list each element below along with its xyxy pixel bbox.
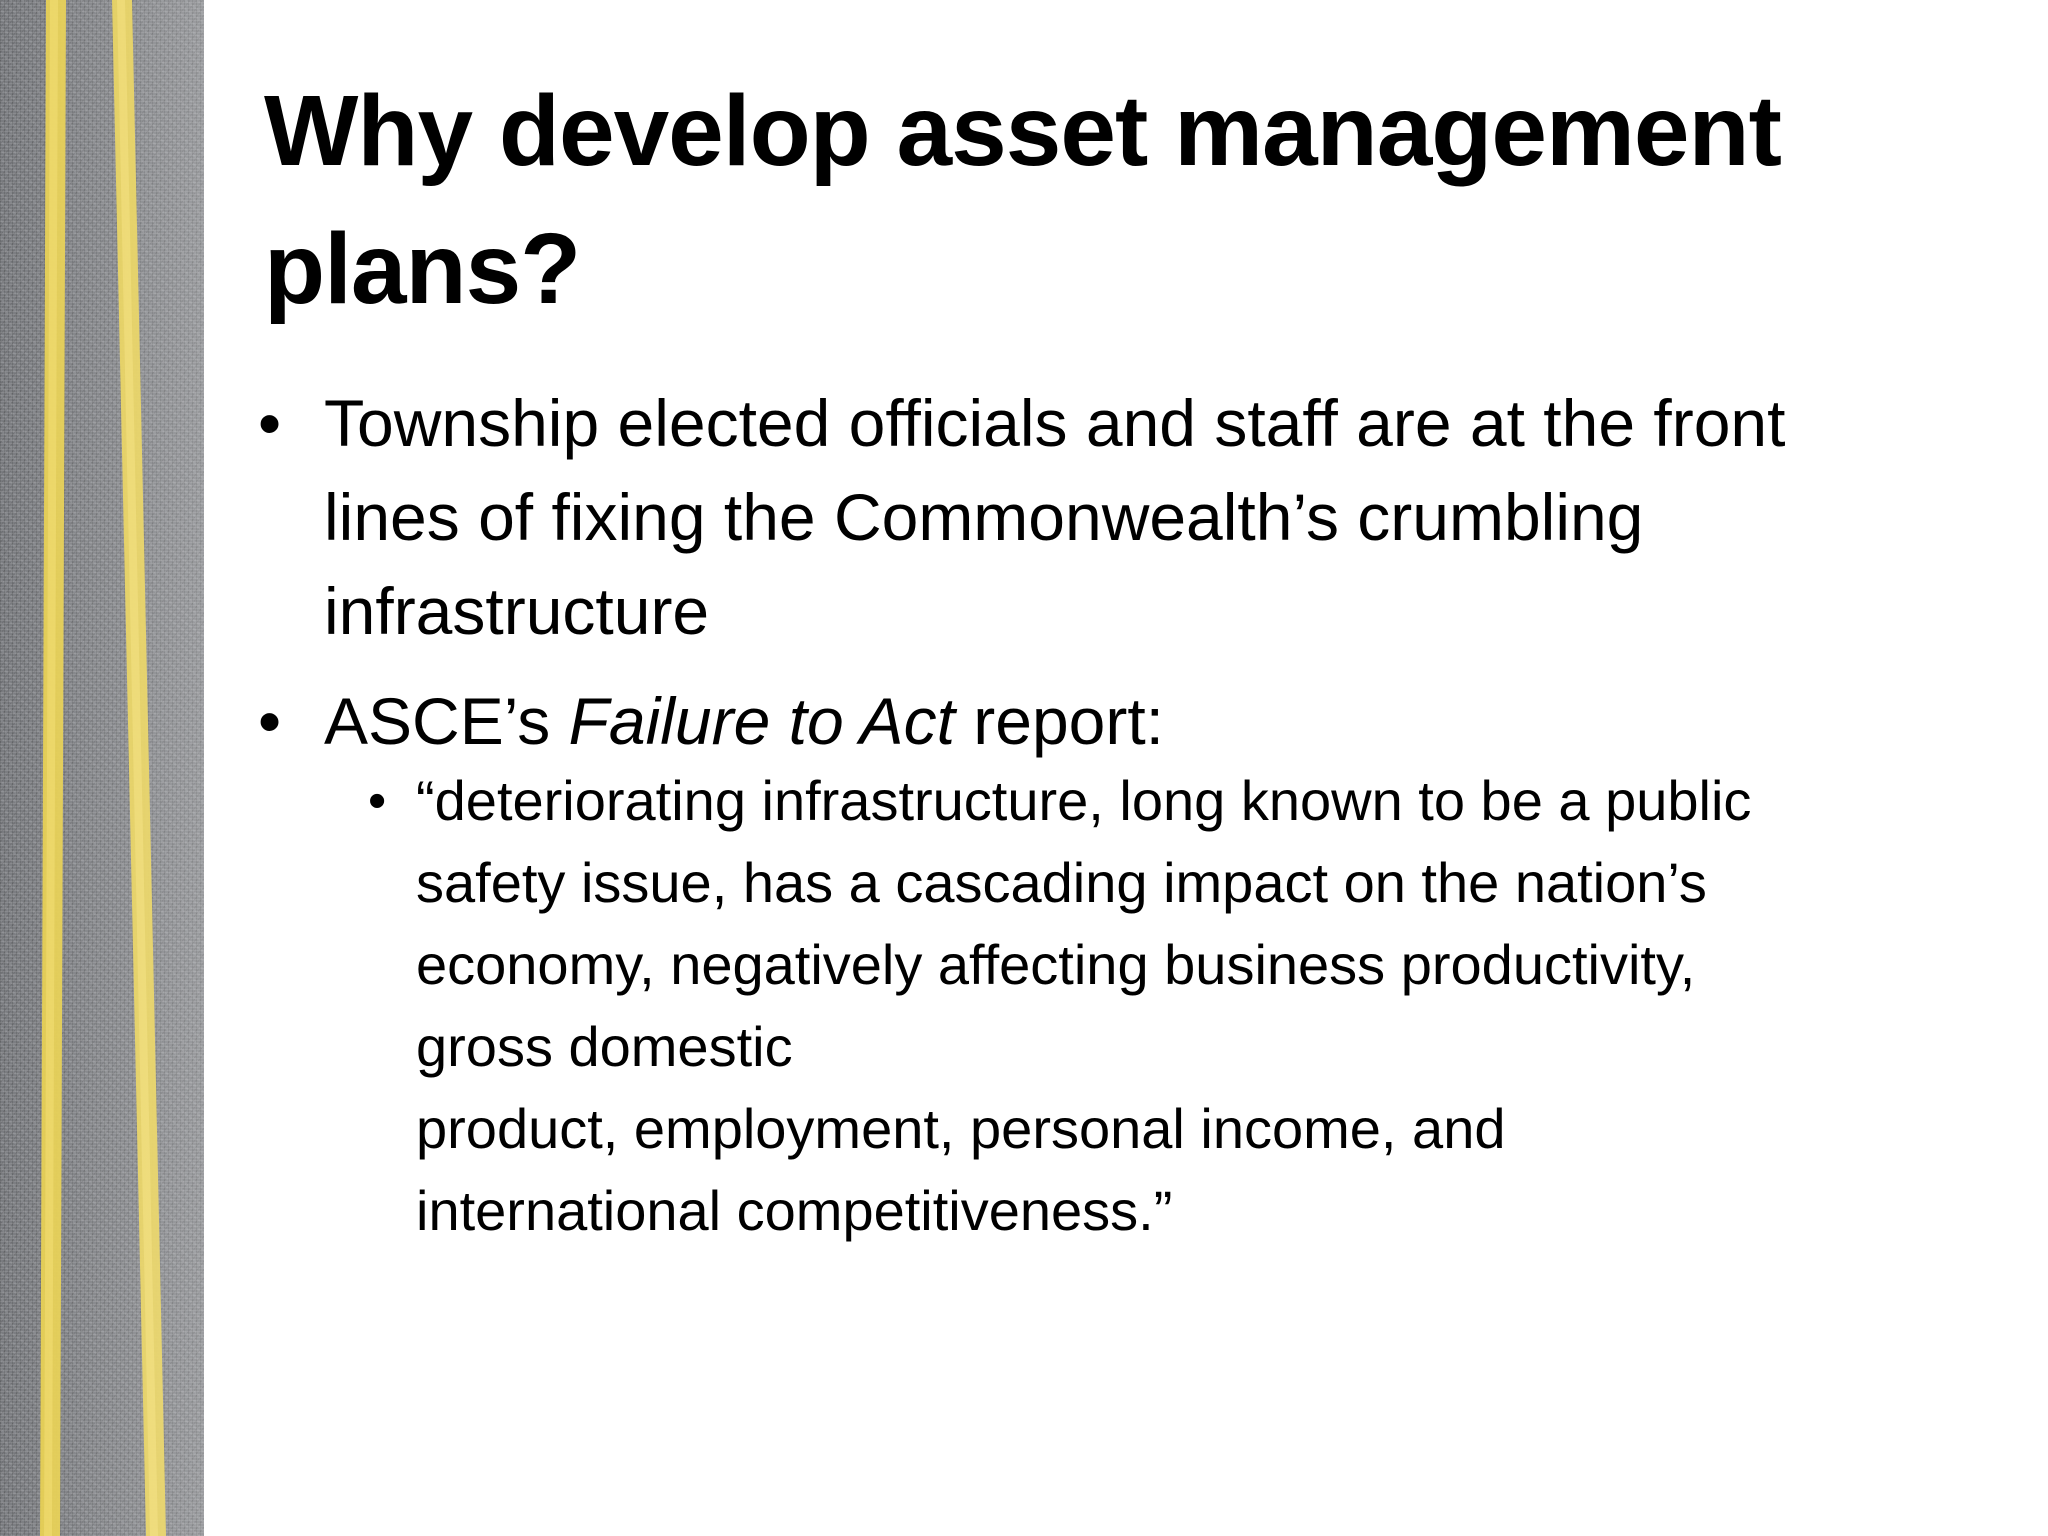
- sub-bullet-list: [324, 760, 1818, 1252]
- report-title: Failure to Act: [568, 684, 955, 758]
- bullet-list: [258, 376, 1818, 1268]
- slide-title: Why develop asset management plans?: [264, 75, 1781, 325]
- sub-bullet-item: [324, 760, 1818, 1252]
- bullet-item: [258, 376, 1818, 658]
- bullet-text-suffix: report:: [954, 684, 1165, 758]
- quote-text-line: “deteriorating infrastructure, long known to be a public safety issue, has a cascading impact on the nation’s economy, negatively affecting business productivity, gross domestic: [416, 769, 1752, 1078]
- road-yellow-lines: [0, 0, 204, 1536]
- bullet-icon: •: [258, 386, 282, 460]
- bullet-text-prefix: ASCE’s: [324, 684, 569, 758]
- quote-text-line: product, employment, personal income, and international competitiveness.”: [416, 1097, 1506, 1242]
- bullet-item: [258, 674, 1818, 1252]
- road-image: [0, 0, 204, 1536]
- bullet-text: Township elected officials and staff are at the front lines of fixing the Commonwealth’s crumbling infrastructure: [324, 386, 1786, 648]
- sub-bullet-icon: •: [368, 772, 387, 830]
- bullet-icon: •: [258, 684, 282, 758]
